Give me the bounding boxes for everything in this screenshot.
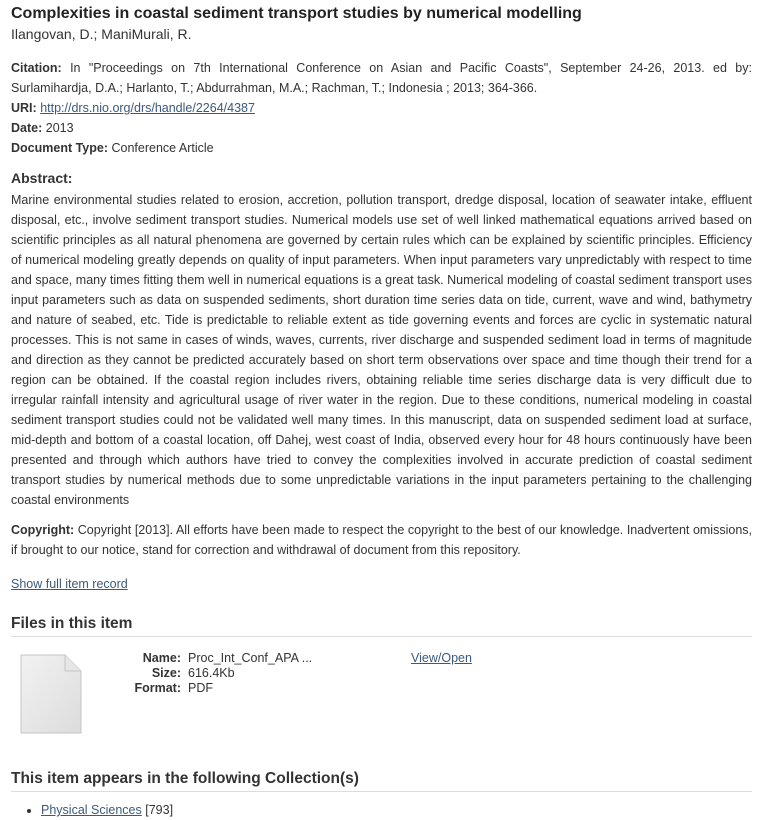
date-label: Date: <box>11 121 43 135</box>
doctype-label: Document Type: <box>11 141 108 155</box>
collections-list <box>11 800 752 820</box>
file-name: Proc_Int_Conf_APA ... <box>188 651 313 665</box>
uri-label: URI: <box>11 101 37 115</box>
file-thumbnail[interactable] <box>19 653 83 741</box>
copyright-field <box>11 520 752 560</box>
copyright-label: Copyright: <box>11 523 75 537</box>
document-icon <box>19 653 83 735</box>
copyright-value: Copyright [2013]. All efforts have been made to respect the copyright to the best of our knowledge. Inadvertent omissions, if brought to our notice, stand for correction and withdrawal of document from this repository. <box>11 523 752 557</box>
uri-field <box>11 98 752 118</box>
collection-item <box>41 800 752 820</box>
item-authors: Ilangovan, D.; ManiMurali, R. <box>11 26 192 42</box>
collections-heading: This item appears in the following Collection(s) <box>11 769 752 792</box>
files-heading: Files in this item <box>11 614 752 637</box>
doctype-field <box>11 138 752 158</box>
file-format: PDF <box>188 681 213 695</box>
file-entry <box>11 651 752 769</box>
date-field <box>11 118 752 138</box>
file-format-label: Format: <box>134 681 181 695</box>
abstract-heading: Abstract: <box>11 170 73 186</box>
collection-link[interactable]: Physical Sciences <box>41 803 142 817</box>
collection-count: [793] <box>145 803 174 817</box>
file-metadata <box>121 651 312 696</box>
uri-link[interactable]: http://drs.nio.org/drs/handle/2264/4387 <box>40 101 255 115</box>
abstract-text: Marine environmental studies related to erosion, accretion, pollution transport, dredge disposal, location of seawater intake, effluent disposal, etc., involve sediment transport studies. Numerical models use set of well linked mathematical equations arrived based on scientific principles as all natural phenomena are governed by certain rules which can be explained by scientific principles. Efficiency of numerical modeling greatly depends on quality of input parameters. When input parameters vary unpredictably with respect to time and space, many times fitting them well in numerical equations is a great task. Numerical modeling of coastal sediment transport uses input parameters such as data on suspended sediments, short duration time series data on tide, current, wave and wind, bathymetry and nature of seabed, etc. Tide is predictable to reliable extent as tide governing events and forces are cyclic in systematic natural processes. This is not same in cases of winds, waves, currents, river discharge and suspended sediment load in terms of magnitude and direction as they cannot be predicted accurately based on short term observations over space and time though their trend for a region can be obtained. If the coastal region includes rivers, obtaining reliable time series discharge data is very difficult due to irregular rainfall intensity and agricultural usage of river water in the region. Due to these conditions, numerical modeling in coastal sediment transport studies could not be validated well many times. In this manuscript, data on suspended sediment load at surface, mid-depth and bottom of a coastal location, off Dahej, west coast of India, observed every hour for 48 hours continuously have been presented and through which authors have tried to convey the complexities involved in accurate prediction of coastal sediment transport studies by numerical methods due to some unpredictable variations in the input parameters pertaining to the challenging coastal environments <box>11 193 752 507</box>
file-size-label: Size: <box>151 666 181 680</box>
show-full-record-link[interactable]: Show full item record <box>11 577 128 591</box>
file-size: 616.4Kb <box>188 666 235 680</box>
date-value: 2013 <box>45 121 74 135</box>
citation-field <box>11 58 752 98</box>
citation-label: Citation: <box>11 61 62 75</box>
item-title: Complexities in coastal sediment transport studies by numerical modelling <box>11 5 582 22</box>
view-open-link[interactable]: View/Open <box>411 651 472 665</box>
doctype-value: Conference Article <box>111 141 214 155</box>
citation-value: In "Proceedings on 7th International Conference on Asian and Pacific Coasts", September 24-26, 2013. ed by: Surlamihardja, D.A.; Harlanto, T.; Abdurrahman, M.A.; Rachman, T.; Indonesia ; 2013; 364-366. <box>11 61 752 95</box>
file-name-label: Name: <box>142 651 181 665</box>
